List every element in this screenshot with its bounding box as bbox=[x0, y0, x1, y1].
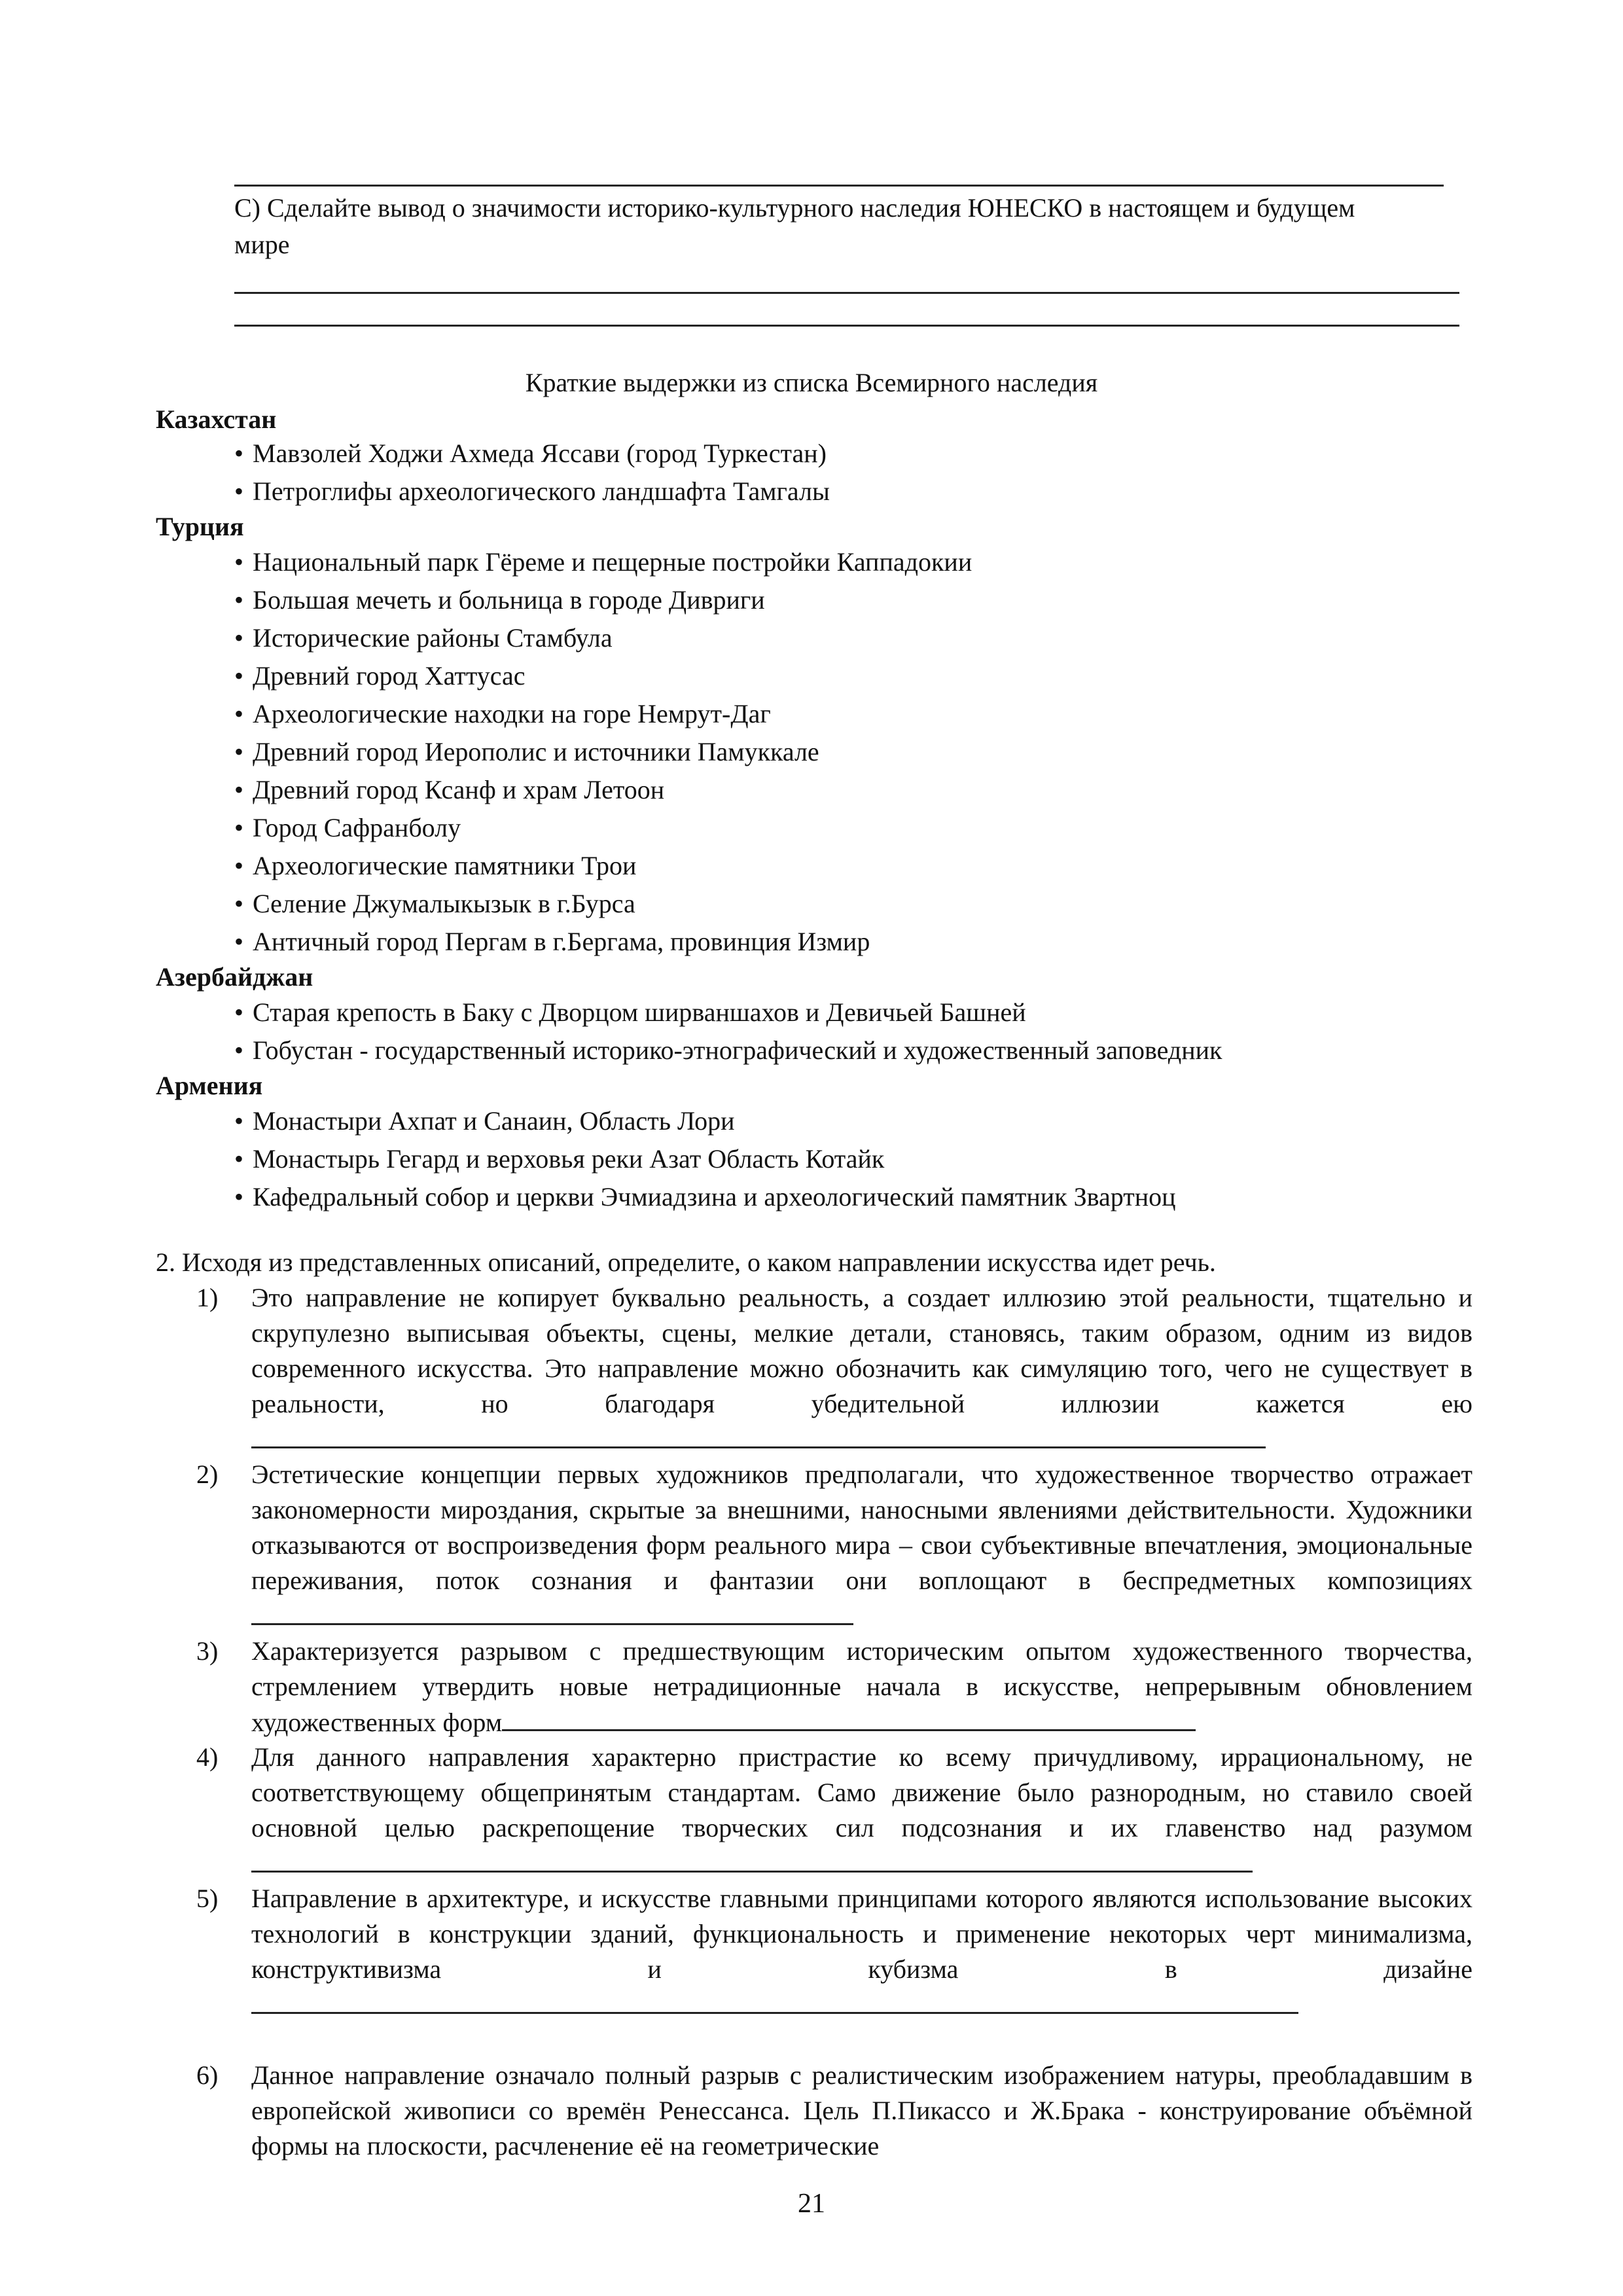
bullet-icon: • bbox=[234, 997, 244, 1027]
part-c-question: С) Сделайте вывод о значимости историко-культурного наследия ЮНЕСКО в настоящем и будущем мире bbox=[234, 193, 1355, 259]
list-item: • Мавзолей Ходжи Ахмеда Яссави (город Туркестан) bbox=[234, 435, 827, 473]
bullet-icon: • bbox=[234, 813, 244, 842]
list-item: • Древний город Иерополис и источники Памуккале bbox=[234, 733, 819, 771]
bullet-icon: • bbox=[234, 699, 244, 728]
item-number: 2) bbox=[196, 1460, 219, 1489]
country-heading: Армения bbox=[156, 1071, 263, 1100]
task-item bbox=[196, 1280, 1472, 1458]
answer-blank[interactable] bbox=[251, 1422, 1266, 1448]
bullet-icon: • bbox=[234, 1106, 244, 1136]
task-item bbox=[196, 1881, 1472, 2023]
bullet-icon: • bbox=[234, 737, 244, 766]
list-item: • Исторические районы Стамбула bbox=[234, 619, 613, 657]
bullet-icon: • bbox=[234, 851, 244, 880]
list-item: • Национальный парк Гёреме и пещерные постройки Каппадокии bbox=[234, 543, 972, 581]
answer-line bbox=[234, 185, 1444, 187]
list-item: • Селение Джумалыкызык в г.Бурса bbox=[234, 885, 635, 923]
bullet-icon: • bbox=[234, 476, 244, 506]
bullet-icon: • bbox=[234, 439, 244, 468]
task-item bbox=[196, 1634, 1472, 1740]
list-item: • Город Сафранболу bbox=[234, 809, 461, 847]
bullet-icon: • bbox=[234, 585, 244, 615]
bullet-icon: • bbox=[234, 1144, 244, 1174]
list-item: • Древний город Хаттусас bbox=[234, 657, 526, 695]
page-number: 21 bbox=[798, 2189, 825, 2219]
item-number: 1) bbox=[196, 1283, 219, 1312]
bullet-icon: • bbox=[234, 623, 244, 653]
bullet-icon: • bbox=[234, 1182, 244, 1211]
list-item: • Археологические памятники Трои bbox=[234, 847, 636, 885]
answer-blank[interactable] bbox=[251, 1987, 1298, 2014]
list-item: • Старая крепость в Баку с Дворцом ширваншахов и Девичьей Башней bbox=[234, 994, 1026, 1031]
heritage-list-title: Краткие выдержки из списка Всемирного наследия bbox=[525, 368, 1098, 397]
list-item: • Монастырь Гегард и верховья реки Азат Область Котайк bbox=[234, 1140, 884, 1178]
item-text: Эстетические концепции первых художников предполагали, что художественное творчество отражает закономерности мироздания, скрытые за внешними, наносными явлениями действительности. Художники отказываются от воспроизведения форм реального мира – свои субъективные впечатления, эмоциональные переживания, поток сознания и фантазии они воплощают в беспредметных композициях bbox=[251, 1460, 1472, 1595]
bullet-icon: • bbox=[234, 1035, 244, 1065]
item-number: 3) bbox=[196, 1636, 219, 1666]
item-text: Это направление не копирует буквально реальность, а создает иллюзию этой реальности, тщательно и скрупулезно выписывая объекты, сцены, мелкие детали, становясь, таким образом, одним из видов современного искусства. Это направление можно обозначить как симуляцию того, чего не существует в реальности, но благодаря убедительной иллюзии кажется ею bbox=[251, 1283, 1472, 1418]
country-heading: Казахстан bbox=[156, 404, 277, 434]
item-number: 6) bbox=[196, 2060, 219, 2090]
country-heading: Азербайджан bbox=[156, 962, 313, 992]
country-heading: Турция bbox=[156, 512, 244, 541]
list-item: • Гобустан - государственный историко-этнографический и художественный заповедник bbox=[234, 1031, 1222, 1069]
answer-blank[interactable] bbox=[251, 1846, 1253, 1873]
answer-line bbox=[234, 325, 1459, 327]
bullet-icon: • bbox=[234, 661, 244, 691]
item-number: 4) bbox=[196, 1742, 219, 1772]
answer-line bbox=[234, 292, 1459, 294]
item-text: Данное направление означало полный разрыв с реалистическим изображением натуры, преобладавшим в европейской живописи со времён Ренессанса. Цель П.Пикассо и Ж.Брака - конструирование объёмной формы на плоскости, расчленение её на геометрические bbox=[251, 2060, 1472, 2161]
list-item: • Археологические находки на горе Немрут-Даг bbox=[234, 695, 771, 733]
list-item: • Кафедральный собор и церкви Эчмиадзина и археологический памятник Звартноц bbox=[234, 1178, 1176, 1216]
task-heading: 2. Исходя из представленных описаний, определите, о каком направлении искусства идет речь. bbox=[156, 1247, 1216, 1277]
item-text: Направление в архитектуре, и искусстве главными принципами которого являются использование высоких технологий в конструкции зданий, функциональность и применение некоторых черт минимализма, конструктивизма и кубизма в дизайне bbox=[251, 1884, 1472, 1984]
task-item bbox=[196, 2058, 1472, 2164]
list-item: • Большая мечеть и больница в городе Дивриги bbox=[234, 581, 765, 619]
task-item bbox=[196, 1740, 1472, 1882]
item-text: Для данного направления характерно пристрастие ко всему причудливому, иррациональному, не соответствующему общепринятым стандартам. Само движение было разнородным, но ставило своей основной целью раскрепощение творческих сил подсознания и их главенство над разумом bbox=[251, 1742, 1472, 1842]
bullet-icon: • bbox=[234, 547, 244, 577]
list-item: • Петроглифы археологического ландшафта Тамгалы bbox=[234, 473, 830, 511]
answer-blank[interactable] bbox=[251, 1598, 853, 1625]
bullet-icon: • bbox=[234, 889, 244, 918]
item-text: Характеризуется разрывом с предшествующим историческим опытом художественного творчества, стремлением утвердить новые нетрадиционные начала в искусстве, непрерывным обновлением художественных форм bbox=[251, 1636, 1472, 1737]
list-item: • Древний город Ксанф и храм Летоон bbox=[234, 771, 664, 809]
item-number: 5) bbox=[196, 1884, 219, 1913]
list-item: • Античный город Пергам в г.Бергама, провинция Измир bbox=[234, 923, 870, 961]
list-item: • Монастыри Ахпат и Санаин, Область Лори bbox=[234, 1102, 735, 1140]
task-item bbox=[196, 1457, 1472, 1634]
bullet-icon: • bbox=[234, 775, 244, 804]
answer-blank[interactable] bbox=[502, 1704, 1196, 1731]
bullet-icon: • bbox=[234, 927, 244, 956]
